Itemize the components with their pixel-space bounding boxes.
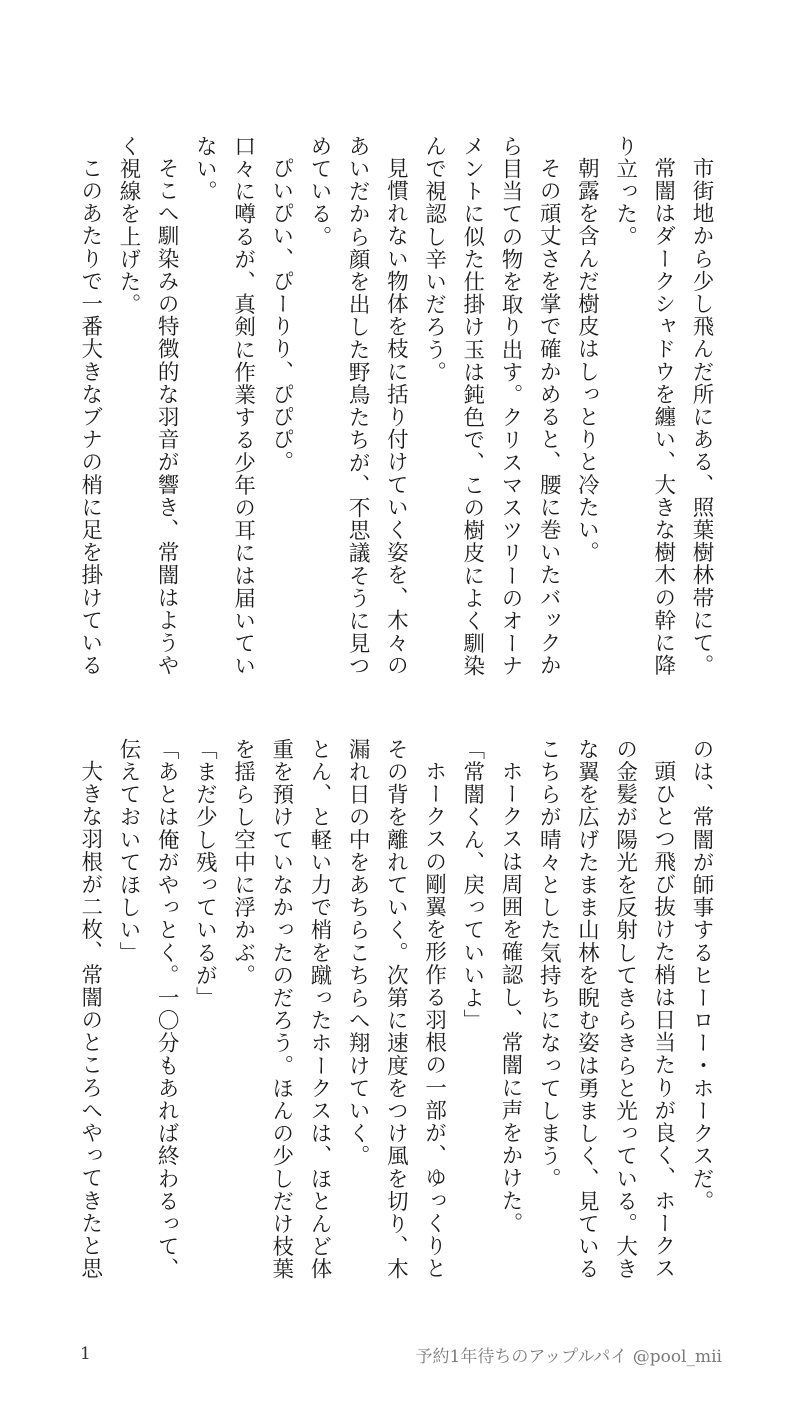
paragraph: のは、常闇が師事するヒーロー・ホークスだ。 (689, 738, 714, 1213)
paragraph: ホークスの剛翼を形作る羽根の一部が、ゆっくりとその背を離れていく。次第に速度をつけ風を切り、木漏れ日の中をあちらこちらへ翔けていく。 (345, 738, 447, 1281)
paragraph: このあたりで一番大きなブナの梢に足を掛けている (77, 156, 103, 677)
paragraph: とん、と軽い力で梢を蹴ったホークスは、ほとんど体重を預けていなかったのだろう。ほんの少しだけ枝葉を揺らし空中に浮かぶ。 (230, 738, 332, 1281)
text-block-bottom (75, 738, 720, 1283)
paragraph: 見慣れない物体を枝に括り付けていく姿を、木々のあいだから顔を出した野鳥たちが、不思議そうに見つめている。 (306, 135, 409, 678)
paragraph: 口々に噂るが、真剣に作業する少年の耳には届いていない。 (192, 135, 256, 678)
paragraph: 「あとは俺がやっとく。一〇分もあれば終わるって、伝えておいてほしい」 (115, 738, 180, 1281)
paragraph: そこへ馴染みの特徴的な羽音が響き、常闇はようやく視線を上げた。 (115, 135, 180, 677)
paragraph: 「常闇くん、戻っていいよ」 (459, 738, 485, 1032)
page-number: 1 (80, 1344, 91, 1364)
paragraph: ぴいぴい、ぴーりり、ぴぴぴ。 (268, 156, 294, 473)
paragraph: 大きな羽根が二枚、常闇のところへやってきたと思 (77, 759, 103, 1280)
paragraph: 朝露を含んだ樹皮はしっとりと冷たい。 (574, 156, 600, 564)
text-block-top (75, 135, 720, 680)
paragraph: 「まだ少し残っているが」 (192, 738, 218, 1010)
page-footer (80, 1340, 722, 1368)
paragraph: その頑丈さを掌で確かめると、腰に巻いたバックから目当ての物を取り出す。クリスマスツリーのオーナメントに似た仕掛け玉は鈍色で、この樹皮によく馴染んで視認し辛いだろう。 (421, 135, 562, 678)
paragraph: 頭ひとつ飛び抜けた梢は日当たりが良く、ホークスの金髪が陽光を反射してきらきらと光っている。大きな翼を広げたまま山林を睨む姿は勇ましく、見ているこちらが晴々とした気持ちになってしまう。 (536, 738, 676, 1281)
paragraph: ホークスは周囲を確認し、常闇に声をかけた。 (497, 759, 523, 1235)
paragraph: 常闇はダークシャドウを纏い、大きな樹木の幹に降り立った。 (612, 135, 676, 677)
paragraph: 市街地から少し飛んだ所にある、照葉樹林帯にて。 (689, 156, 714, 677)
author-credit: 予約1年待ちのアップルパイ @pool_mii (415, 1346, 722, 1367)
